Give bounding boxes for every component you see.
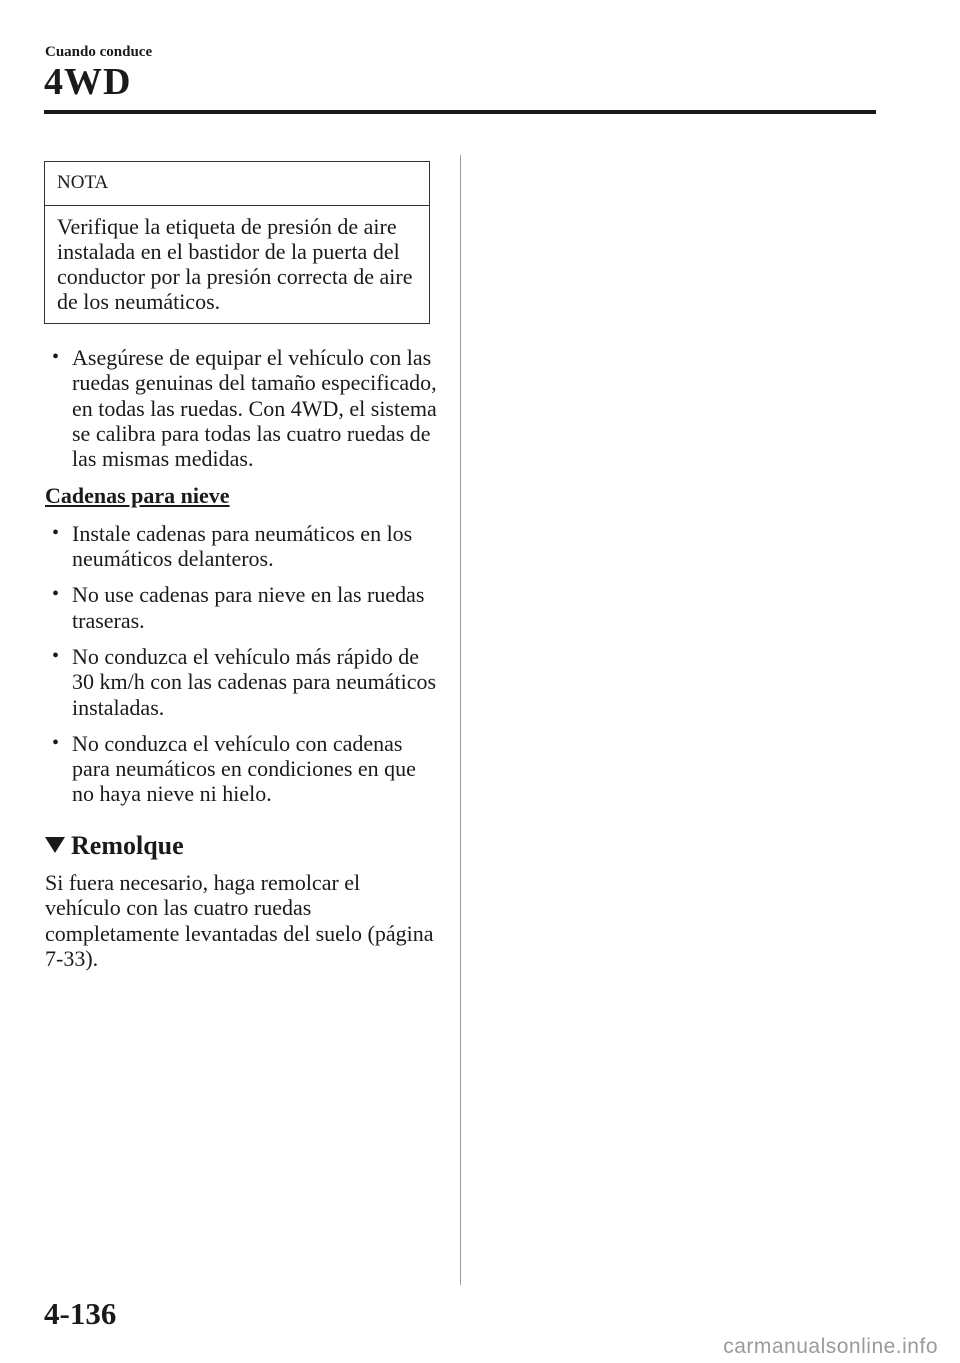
main-column	[45, 345, 440, 971]
list-item	[45, 345, 440, 471]
list-item	[45, 731, 440, 807]
list-item	[45, 582, 440, 633]
note-text: Verifique la etiqueta de presión de aire instalada en el bastidor de la puerta del conductor por la presión correcta de aire de los neumáticos.	[57, 214, 413, 314]
bullet-icon: •	[52, 521, 60, 544]
bullet-icon: •	[52, 346, 60, 368]
list-item	[45, 521, 440, 572]
bullet-icon: •	[52, 644, 60, 667]
list-item-text: No conduzca el vehículo más rápido de 30 km/h con las cadenas para neumáticos instaladas.	[72, 643, 437, 720]
list-item-text: Asegúrese de equipar el vehículo con las ruedas genuinas del tamaño especificado, en todas las ruedas. Con 4WD, el sistema se calibra para todas las cuatro ruedas de las mismas medidas.	[72, 345, 437, 472]
page-number: 4-136	[44, 1296, 117, 1331]
watermark: carmanualsonline.info	[723, 1335, 938, 1358]
bullet-icon: •	[52, 583, 60, 606]
note-box	[44, 161, 430, 324]
list-item-text: No use cadenas para nieve en las ruedas traseras.	[72, 582, 425, 633]
note-title: NOTA	[57, 172, 109, 193]
bullet-icon: •	[52, 731, 60, 754]
list-item-text: Instale cadenas para neumáticos en los neumáticos delanteros.	[72, 520, 413, 572]
list-item	[45, 644, 440, 720]
towing-paragraph: Si fuera necesario, haga remolcar el vehículo con las cuatro ruedas completamente levantadas del suelo (página 7-33).	[45, 870, 434, 971]
column-divider	[460, 155, 461, 1285]
header-rule	[44, 110, 876, 114]
list-item-text: No conduzca el vehículo con cadenas para neumáticos en condiciones en que no haya nieve ni hielo.	[72, 730, 416, 807]
triangle-down-icon	[45, 837, 65, 853]
header-section-label: Cuando conduce	[45, 44, 153, 60]
note-separator	[45, 205, 429, 206]
chains-heading: Cadenas para nieve	[45, 483, 230, 509]
page-title: 4WD	[44, 61, 132, 103]
towing-heading	[45, 830, 440, 860]
towing-heading-text: Remolque	[71, 830, 184, 860]
